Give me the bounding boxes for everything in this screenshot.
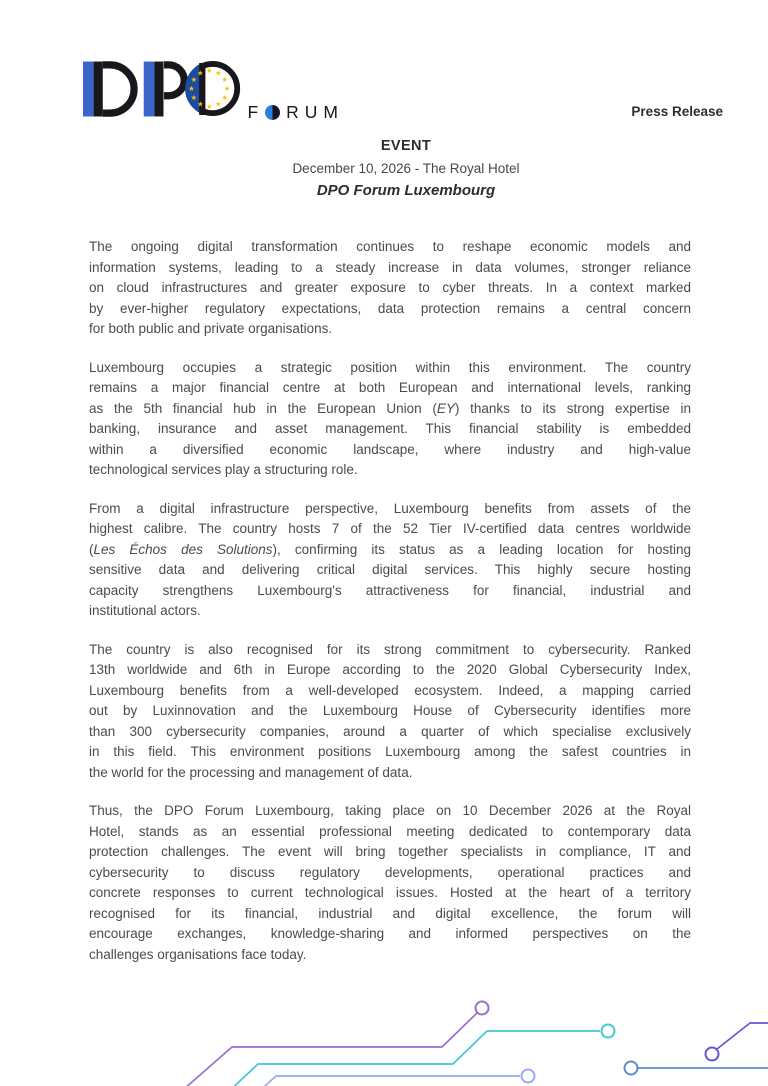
text-line: protection challenges. The event will bring together specialists in compliance, IT and — [89, 844, 691, 859]
circuit-node-indigo — [706, 1048, 719, 1061]
text-line: The country is also recognised for its strong commitment to cybersecurity. Ranked — [89, 641, 691, 657]
text-line: in this field. This environment positions Luxembourg among the safest countries in — [89, 744, 691, 759]
text-line: From a digital infrastructure perspective, Luxembourg benefits from assets of the — [89, 500, 691, 516]
text-line: Hotel, stands as an essential professional meeting dedicated to contemporary data — [89, 823, 691, 839]
text-line: 13th worldwide and 6th in Europe according to the 2020 Global Cybersecurity Index, — [89, 662, 691, 677]
circuit-line-periwinkle — [254, 1076, 520, 1086]
svg-text:★: ★ — [190, 92, 198, 102]
svg-text:★: ★ — [206, 101, 213, 111]
text-line: Luxembourg occupies a strategic position within this environment. The country — [89, 359, 691, 375]
forum-letters-rum: RUM — [286, 102, 345, 122]
circuit-decoration — [0, 984, 768, 1086]
paragraph — [89, 499, 691, 622]
text-line: as the 5th financial hub in the European Union (EY) thanks to its strong expertise in — [89, 400, 691, 416]
text-line: out by Luxinnovation and the Luxembourg House of Cybersecurity identifies more — [89, 703, 691, 718]
text-line: The ongoing digital transformation continues to reshape economic models and — [89, 239, 691, 254]
svg-text:★: ★ — [221, 92, 228, 102]
text-line: technological services play a structuring role. — [89, 462, 358, 477]
text-line: institutional actors. — [89, 603, 201, 618]
text-line: highest calibre. The country hosts 7 of the 52 Tier IV-certified data centres worldwide — [89, 521, 691, 536]
forum-letter-f: F — [247, 102, 265, 122]
event-date: December 10, 2026 - The Royal Hotel — [292, 161, 520, 176]
circuit-node-blue — [625, 1062, 638, 1075]
text-line: (Les Échos des Solutions), confirming its status as a leading location for hosting — [89, 541, 691, 557]
circuit-node-teal — [602, 1025, 615, 1038]
event-title: DPO Forum Luxembourg — [316, 182, 496, 199]
svg-text:★: ★ — [223, 84, 231, 94]
text-line: on cloud infrastructures and greater exposure to cyber threats. In a context marked — [89, 280, 691, 295]
paragraph — [89, 801, 691, 965]
text-line: capacity strengthens Luxembourg's attractiveness for financial, industrial and — [89, 582, 691, 598]
circuit-line-purple — [176, 1013, 477, 1086]
svg-text:★: ★ — [214, 68, 222, 78]
text-line: information systems, leading to a steady increase in data volumes, stronger reliance — [89, 259, 691, 275]
text-line: remains a major financial centre at both European and international levels, ranking — [89, 380, 691, 395]
text-line: than 300 cybersecurity companies, around a quarter of which specialise exclusively — [89, 723, 691, 739]
event-header — [89, 138, 723, 199]
paragraph — [89, 640, 691, 784]
dpo-logo-mark — [83, 60, 243, 118]
dpo-forum-logo — [83, 60, 344, 123]
svg-text:★: ★ — [214, 99, 222, 109]
text-line: for both public and private organisations. — [89, 321, 333, 336]
svg-text:★: ★ — [221, 75, 228, 85]
svg-text:★: ★ — [190, 75, 198, 85]
forum-o-icon — [265, 105, 280, 120]
svg-text:★: ★ — [197, 99, 204, 109]
text-line: Thus, the DPO Forum Luxembourg, taking place on 10 December 2026 at the Royal — [89, 803, 691, 818]
paragraph — [89, 237, 691, 340]
svg-text:★: ★ — [206, 66, 213, 76]
circuit-line-indigo — [717, 1023, 768, 1049]
text-line: Luxembourg benefits from a well-developed ecosystem. Indeed, a mapping carried — [89, 682, 691, 698]
text-line: within a diversified economic landscape, where industry and high-value — [89, 441, 691, 457]
press-release-label: Press Release — [631, 104, 723, 119]
circuit-line-teal — [224, 1031, 600, 1086]
svg-text:★: ★ — [197, 68, 204, 78]
circuit-node-periwinkle — [522, 1070, 535, 1083]
text-line: banking, insurance and asset management. This financial stability is embedded — [89, 421, 691, 436]
text-line: concrete responses to current technological issues. Hosted at the heart of a territory — [89, 885, 691, 900]
text-line: the world for the processing and management of data. — [89, 764, 413, 780]
paragraph — [89, 358, 691, 481]
dpo-logo-forum-text — [247, 102, 344, 123]
event-label: EVENT — [380, 138, 432, 154]
press-release-body — [89, 237, 691, 983]
circuit-node-purple — [476, 1002, 489, 1015]
text-line: challenges organisations face today. — [89, 946, 307, 962]
text-line: sensitive data and delivering critical digital services. This highly secure hosting — [89, 562, 691, 577]
text-line: by ever-higher regulatory expectations, data protection remains a central concern — [89, 300, 691, 316]
text-line: encourage exchanges, knowledge-sharing and informed perspectives on the — [89, 926, 691, 941]
svg-text:★: ★ — [188, 84, 195, 94]
text-line: recognised for its financial, industrial and digital excellence, the forum will — [89, 905, 691, 921]
text-line: cybersecurity to discuss regulatory developments, operational practices and — [89, 864, 691, 880]
